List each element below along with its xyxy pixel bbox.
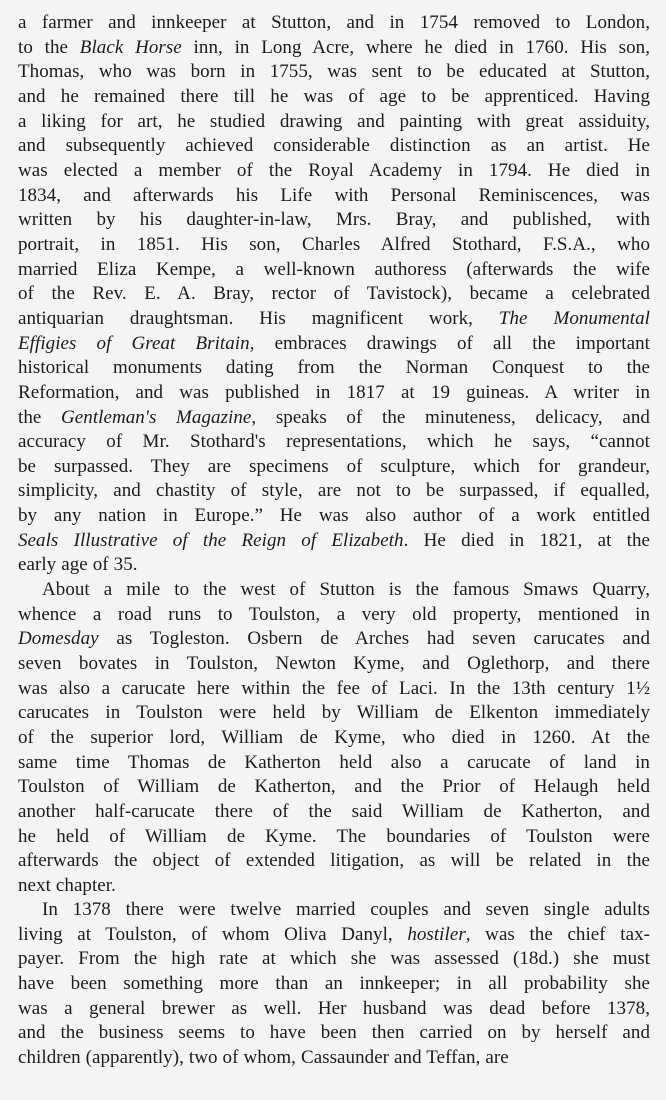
- text-line: carucates in Toulston were held by William de Elkenton immediately: [18, 702, 650, 724]
- text-line: have been something more than an innkeeper; in all probability she: [18, 972, 650, 994]
- italic-text: hostiler: [407, 923, 466, 945]
- text-line: a liking for art, he studied drawing and painting with great assiduity,: [18, 110, 650, 132]
- text-line: Toulston of William de Katherton, and the Prior of Helaugh held: [18, 776, 650, 798]
- italic-text: Black Horse: [79, 36, 182, 58]
- text-line: early age of 35.: [18, 554, 138, 576]
- text-line: of the Rev. E. A. Bray, rector of Tavistock), became a celebrated: [18, 283, 650, 305]
- text-line: simplicity, and chastity of style, are not to be surpassed, if equalled,: [18, 480, 650, 502]
- text-line: In 1378 there were twelve married couples and seven single adults: [42, 899, 650, 920]
- italic-text: The Monumental: [498, 307, 650, 329]
- text-line: living at Toulston, of whom Oliva Danyl, hostiler, was the chief tax-: [18, 923, 651, 945]
- text-line: portrait, in 1851. His son, Charles Alfred Stothard, F.S.A., who: [18, 233, 650, 255]
- text-line: of the superior lord, William de Kyme, who died in 1260. At the: [18, 726, 650, 748]
- text-line: accuracy of Mr. Stothard's representations, which he says, “cannot: [18, 431, 650, 453]
- text-line: was also a carucate here within the fee of Laci. In the 13th century 1½: [18, 677, 650, 699]
- text-line: Reformation, and was published in 1817 at 19 guineas. A writer in: [18, 381, 650, 403]
- text-line: children (apparently), two of whom, Cassaunder and Teffan, are: [18, 1046, 509, 1068]
- italic-text: Seals Illustrative of the Reign of Elizabeth: [18, 529, 404, 551]
- text-line: to the Black Horse inn, in Long Acre, where he died in 1760. His son,: [18, 36, 650, 58]
- text-line: written by his daughter-in-law, Mrs. Bray, and published, with: [18, 209, 650, 231]
- text-line: another half-carucate there of the said William de Katherton, and: [18, 800, 650, 822]
- italic-text: Domesday: [18, 628, 99, 650]
- text-line: historical monuments dating from the Norman Conquest to the: [18, 357, 650, 379]
- text-line: and the business seems to have been then carried on by herself and: [18, 1022, 650, 1044]
- text-line: by any nation in Europe.” He was also author of a work entitled: [18, 505, 650, 527]
- text-line: afterwards the object of extended litigation, as will be related in the: [18, 850, 650, 872]
- italic-text: Gentleman's Magazine: [61, 406, 252, 428]
- text-line: and he remained there till he was of age to be apprenticed. Having: [18, 85, 650, 107]
- text-line: Effigies of Great Britain, embraces drawings of all the important: [18, 332, 650, 354]
- text-line: seven bovates in Toulston, Newton Kyme, and Oglethorp, and there: [18, 652, 650, 674]
- text-line: antiquarian draughtsman. His magnificent work, The Monumental: [18, 307, 650, 329]
- paragraph-toulston: [18, 578, 650, 899]
- text-line: a farmer and innkeeper at Stutton, and in 1754 removed to London,: [18, 12, 650, 33]
- text-line: Domesday as Togleston. Osbern de Arches had seven carucates and: [18, 628, 650, 650]
- italic-text: Effigies of Great Britain: [18, 332, 250, 354]
- text-line: Seals Illustrative of the Reign of Elizabeth. He died in 1821, at the: [18, 529, 650, 551]
- text-line: he held of William de Kyme. The boundaries of Toulston were: [18, 825, 650, 847]
- text-line: whence a road runs to Toulston, a very old property, mentioned in: [18, 603, 650, 625]
- paragraph-1378: [18, 898, 650, 1071]
- text-line: same time Thomas de Katherton held also a carucate of land in: [18, 751, 650, 773]
- text-line: About a mile to the west of Stutton is the famous Smaws Quarry,: [42, 579, 650, 600]
- text-line: next chapter.: [18, 874, 116, 896]
- text-line: was a general brewer as well. Her husband was dead before 1378,: [18, 997, 650, 1019]
- text-line: and subsequently achieved considerable distinction as an artist. He: [18, 135, 650, 157]
- text-line: be surpassed. They are specimens of sculpture, which for grandeur,: [18, 455, 650, 477]
- text-line: payer. From the high rate at which she was assessed (18d.) she must: [18, 948, 650, 970]
- paragraph-stothard: [18, 11, 650, 578]
- text-line: the Gentleman's Magazine, speaks of the minuteness, delicacy, and: [18, 406, 650, 428]
- text-line: 1834, and afterwards his Life with Personal Reminiscences, was: [18, 184, 650, 206]
- text-line: Thomas, who was born in 1755, was sent to be educated at Stutton,: [18, 61, 650, 83]
- text-line: was elected a member of the Royal Academy in 1794. He died in: [18, 159, 650, 181]
- text-line: married Eliza Kempe, a well-known authoress (afterwards the wife: [18, 258, 650, 280]
